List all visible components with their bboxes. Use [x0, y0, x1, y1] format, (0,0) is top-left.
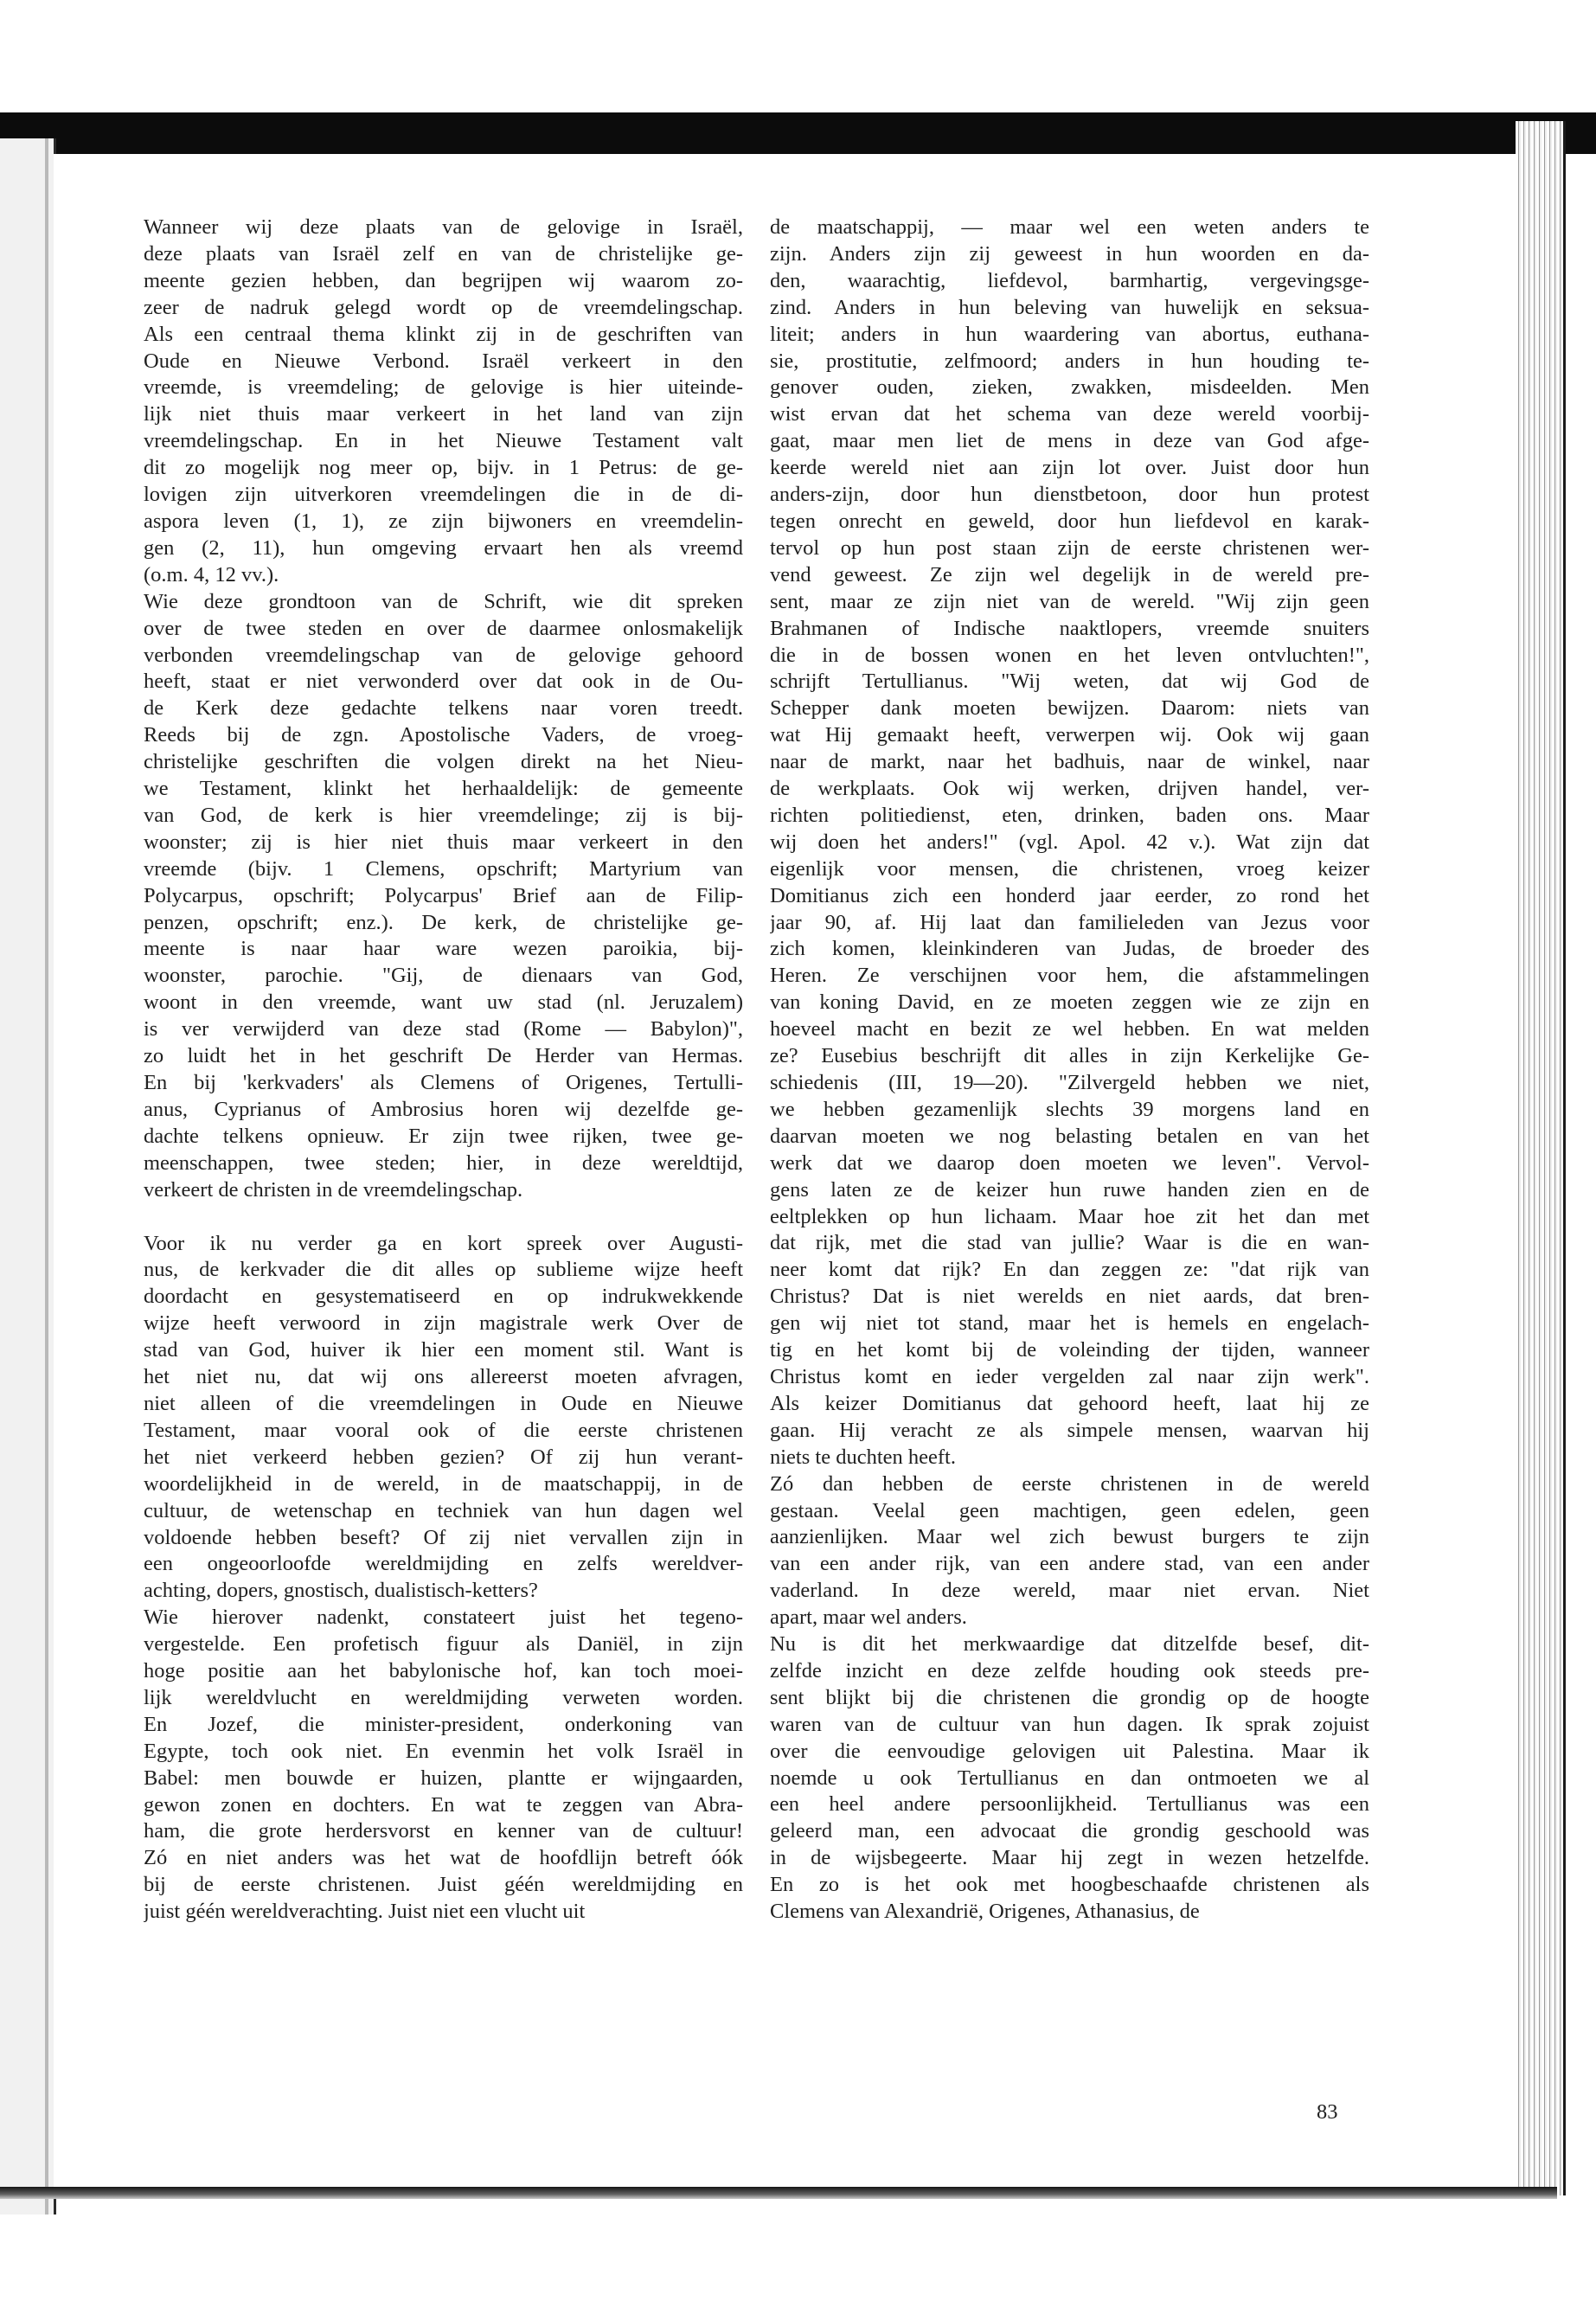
text-line: Clemens van Alexandrië, Origenes, Athanasius, de	[770, 1900, 1200, 1924]
text-line: de Kerk deze gedachte telkens naar voren treedt.	[144, 696, 743, 721]
text-line: sie, prostitutie, zelfmoord; anders in hun houding te-	[770, 349, 1369, 373]
paragraph	[770, 215, 1369, 1471]
text-line: het niet nu, dat wij ons allereerst moeten afvragen,	[144, 1365, 743, 1389]
text-line: niets te duchten heeft.	[770, 1445, 956, 1469]
text-line: woonster; zij is hier niet thuis maar verkeert in den	[144, 830, 743, 854]
text-line: de werkplaats. Ook wij werken, drijven handel, ver-	[770, 777, 1369, 801]
text-line: sent blijkt bij die christenen die grondig op de hoogte	[770, 1685, 1369, 1709]
paragraph	[144, 1605, 743, 1926]
text-line: van koning David, en ze moeten zeggen wie ze zijn en	[770, 990, 1369, 1015]
text-line: een ongeoorloofde wereldmijding en zelfs wereldver-	[144, 1552, 743, 1576]
text-line: ham, die grote herdersvorst en kenner van de cultuur!	[144, 1819, 743, 1843]
text-line: penzen, opschrift; enz.). De kerk, de christelijke ge-	[144, 910, 743, 934]
left-column	[144, 215, 743, 2118]
text-line: dachte telkens opnieuw. Er zijn twee rijken, twee ge-	[144, 1124, 743, 1148]
text-line: vergestelde. Een profetisch figuur als Daniël, in zijn	[144, 1632, 743, 1657]
text-line: Polycarpus, opschrift; Polycarpus' Brief aan de Filip-	[144, 883, 743, 907]
text-line: Zó dan hebben de eerste christenen in de wereld	[770, 1471, 1369, 1496]
text-line: stad van God, huiver ik hier een moment stil. Want is	[144, 1338, 743, 1362]
text-line: Testament, maar vooral ook of die eerste christenen	[144, 1418, 743, 1442]
scan-border-top	[0, 112, 1596, 154]
text-line: juist géén wereldverachting. Juist niet een vlucht uit	[144, 1900, 586, 1924]
text-line: meente gezien hebben, dan begrijpen wij waarom zo-	[144, 268, 743, 292]
text-line: christelijke geschriften die volgen direkt na het Nieu-	[144, 750, 743, 774]
text-line: wist ervan dat het schema van deze wereld voorbij-	[770, 402, 1369, 426]
text-line: Zó en niet anders was het wat de hoofdlijn betreft óók	[144, 1846, 743, 1870]
text-line: Christus? Dat is niet werelds en niet aards, dat bren-	[770, 1285, 1369, 1309]
text-line: woont in den vreemde, want uw stad (nl. Jeruzalem)	[144, 990, 743, 1015]
text-line: lijk wereldvlucht en wereldmijding verweten worden.	[144, 1685, 743, 1709]
text-line: Als keizer Domitianus dat gehoord heeft, laat hij ze	[770, 1391, 1369, 1415]
page-number: 83	[1317, 2100, 1338, 2124]
text-line: Reeds bij de zgn. Apostolische Vaders, de vroeg-	[144, 723, 743, 747]
text-line: bij de eerste christenen. Juist géén wereldmijding en	[144, 1873, 743, 1897]
text-line: woordelijkheid in de wereld, in de maatschappij, in de	[144, 1471, 743, 1496]
paragraph	[144, 589, 743, 1204]
text-line: werk dat we daarop doen moeten we leven". Vervol-	[770, 1150, 1369, 1175]
text-line: ze? Eusebius beschrijft dit alles in zijn Kerkelijke Ge-	[770, 1044, 1369, 1068]
text-line: aspora leven (1, 1), ze zijn bijwoners en vreemdelin-	[144, 509, 743, 533]
text-line: vaderland. In deze wereld, maar niet ervan. Niet	[770, 1579, 1369, 1603]
text-line: tegen onrecht en geweld, door hun liefdevol en karak-	[770, 509, 1369, 533]
text-line: Christus komt en ieder vergelden zal naar zijn werk".	[770, 1364, 1369, 1388]
text-line: Wanneer wij deze plaats van de gelovige in Israël,	[144, 215, 743, 239]
text-line: lovigen zijn uitverkoren vreemdelingen die in de di-	[144, 483, 743, 507]
text-line: genover ouden, zieken, zwakken, misdeelden. Men	[770, 375, 1369, 400]
text-line: geleerd man, een advocaat die grondig geschoold was	[770, 1819, 1369, 1843]
text-line: nus, de kerkvader die dit alles op sublieme wijze heeft	[144, 1258, 743, 1282]
text-line: verkeert de christen in de vreemdelingschap.	[144, 1177, 523, 1202]
text-line: anders-zijn, door hun dienstbetoon, door hun protest	[770, 483, 1369, 507]
text-line: noemde u ook Tertullianus en dan ontmoeten we al	[770, 1766, 1369, 1790]
text-line: wat Hij gemaakt heeft, verwerpen wij. Ook wij gaan	[770, 723, 1369, 747]
paragraph	[144, 1231, 743, 1606]
text-line: Voor ik nu verder ga en kort spreek over Augusti-	[144, 1231, 743, 1255]
text-line: over de twee steden en over de daarmee onlosmakelijk	[144, 616, 743, 640]
text-line: vreemde, is vreemdeling; de gelovige is hier uiteinde-	[144, 375, 743, 400]
text-line: Babel: men bouwde er huizen, plantte er wijngaarden,	[144, 1766, 743, 1790]
text-line: keerde wereld niet aan zijn lot over. Juist door hun	[770, 456, 1369, 480]
text-line: hoeveel macht en bezit ze wel hebben. En wat melden	[770, 1017, 1369, 1042]
text-line: gaan. Hij veracht ze als simpele mensen, waarvan hij	[770, 1418, 1369, 1442]
right-column	[770, 215, 1369, 2118]
text-line: we hebben gezamenlijk slechts 39 morgens land en	[770, 1097, 1369, 1121]
text-line: liteit; anders in hun waardering van abortus, euthana-	[770, 322, 1369, 346]
text-line: Domitianus zich een honderd jaar eerder, zo rond het	[770, 883, 1369, 907]
text-line: gaat, maar men liet de mens in deze van God afge-	[770, 429, 1369, 453]
text-line: van een ander rijk, van een andere stad, van een ander	[770, 1552, 1369, 1576]
text-line: voldoende hebben beseft? Of zij niet vervallen zijn in	[144, 1525, 743, 1549]
text-line: richten politiedienst, eten, drinken, baden ons. Maar	[770, 803, 1369, 827]
text-line: dit zo mogelijk nog meer op, bijv. in 1 Petrus: de ge-	[144, 456, 743, 480]
text-line: tervol op hun post staan zijn de eerste christenen wer-	[770, 535, 1369, 560]
text-line: zijn. Anders zijn zij geweest in hun woorden en da-	[770, 241, 1369, 266]
text-line: hoge positie aan het babylonische hof, kan toch moei-	[144, 1659, 743, 1683]
text-line: schrijft Tertullianus. "Wij weten, dat wij God de	[770, 670, 1369, 694]
text-line: meenschappen, twee steden; hier, in deze wereldtijd,	[144, 1150, 743, 1175]
scan-border-bottom	[0, 2187, 1557, 2199]
text-line: jaar 90, af. Hij laat dan familieleden van Jezus voor	[770, 910, 1369, 934]
text-line: naar de markt, naar het badhuis, naar de winkel, naar	[770, 750, 1369, 774]
text-line: zich komen, kleinkinderen van Judas, de broeder des	[770, 937, 1369, 961]
text-line: woonster, parochie. "Gij, de dienaars van God,	[144, 964, 743, 988]
text-line: die in de bossen wonen en het leven ontvluchten!",	[770, 643, 1369, 667]
text-line: gen wij niet tot stand, maar het is hemels en engelach-	[770, 1311, 1369, 1336]
text-line: Wie hierover nadenkt, constateert juist het tegeno-	[144, 1606, 743, 1630]
text-line: een heel andere persoonlijkheid. Tertullianus was een	[770, 1792, 1369, 1817]
text-line: Schepper dank moeten bewijzen. Daarom: niets van	[770, 696, 1369, 721]
text-line: meente is naar haar ware wezen paroikia, bij-	[144, 937, 743, 961]
text-line: En zo is het ook met hoogbeschaafde christenen als	[770, 1873, 1369, 1897]
text-line: de maatschappij, — maar wel een weten anders te	[770, 215, 1369, 239]
text-line: En Jozef, die minister-president, onderkoning van	[144, 1712, 743, 1736]
text-line: aanzienlijken. Maar wel zich bewust burgers te zijn	[770, 1525, 1369, 1549]
text-line: wij doen het anders!" (vgl. Apol. 42 v.). Wat zijn dat	[770, 830, 1369, 854]
text-line: zind. Anders in hun beleving van huwelijk en seksua-	[770, 295, 1369, 319]
text-line: achting, dopers, gnostisch, dualistisch-ketters?	[144, 1579, 538, 1603]
text-line: schiedenis (III, 19—20). "Zilvergeld hebben we niet,	[770, 1071, 1369, 1094]
paragraph	[144, 215, 743, 589]
text-line: cultuur, de wetenschap en techniek van hun dagen wel	[144, 1498, 743, 1522]
text-line: verbonden vreemdelingschap van de gelovige gehoord	[144, 643, 743, 667]
text-line: zelfde inzicht en deze zelfde houding ook steeds pre-	[770, 1658, 1369, 1682]
paragraph	[770, 1631, 1369, 1926]
text-line: vreemde (bijv. 1 Clemens, opschrift; Martyrium van	[144, 856, 743, 881]
book-gutter	[0, 138, 56, 2214]
text-line: waren van de cultuur van hun dagen. Ik sprak zojuist	[770, 1712, 1369, 1736]
text-line: anus, Cyprianus of Ambrosius horen wij dezelfde ge-	[144, 1097, 743, 1121]
text-line: dat rijk, met die stad van jullie? Waar is die en wan-	[770, 1231, 1369, 1255]
text-line: deze plaats van Israël zelf en van de christelijke ge-	[144, 241, 743, 266]
text-line: eeltplekken op hun lichaam. Maar hoe zit het dan met	[770, 1204, 1369, 1228]
paragraph	[770, 1471, 1369, 1631]
book-page	[54, 154, 1516, 2187]
text-line: vend geweest. Ze zijn wel degelijk in de wereld pre-	[770, 562, 1369, 586]
text-line: neer komt dat rijk? En dan zeggen ze: "dat rijk van	[770, 1258, 1369, 1282]
text-line: Heren. Ze verschijnen voor hem, die afstammelingen	[770, 964, 1369, 988]
text-line: den, waarachtig, liefdevol, barmhartig, vergevingsge-	[770, 268, 1369, 292]
text-line: het niet verkeerd hebben gezien? Of zij hun verant-	[144, 1445, 743, 1469]
text-line: eigenlijk voor mensen, die christenen, vroeg keizer	[770, 856, 1369, 881]
text-line: over die eenvoudige gelovigen uit Palestina. Maar ik	[770, 1739, 1369, 1763]
text-line: gestaan. Veelal geen machtigen, geen edelen, geen	[770, 1498, 1369, 1522]
text-line: zo luidt het in het geschrift De Herder van Hermas.	[144, 1044, 743, 1068]
text-line: gen (2, 11), hun omgeving ervaart hen als vreemd	[144, 535, 743, 560]
text-line: gewon zonen en dochters. En wat te zeggen van Abra-	[144, 1792, 743, 1817]
text-line: Egypte, toch ook niet. En evenmin het volk Israël in	[144, 1739, 743, 1763]
page-edges	[1516, 121, 1566, 2195]
text-line: Oude en Nieuwe Verbond. Israël verkeert in den	[144, 349, 743, 373]
text-line: Wie deze grondtoon van de Schrift, wie dit spreken	[144, 589, 743, 613]
text-line: heeft, staat er niet verwonderd over dat ook in de Ou-	[144, 670, 743, 694]
text-line: van God, de kerk is hier vreemdelinge; zij is bij-	[144, 803, 743, 827]
text-line: gens laten ze de keizer hun ruwe handen zien en de	[770, 1177, 1369, 1202]
text-line: lijk niet thuis maar verkeert in het land van zijn	[144, 402, 743, 426]
text-line: Brahmanen of Indische naaktlopers, vreemde snuiters	[770, 616, 1369, 640]
text-line: niet alleen of die vreemdelingen in Oude en Nieuwe	[144, 1391, 743, 1415]
text-line: Nu is dit het merkwaardige dat ditzelfde besef, dit-	[770, 1632, 1369, 1657]
text-line: daarvan moeten we nog belasting betalen en van het	[770, 1124, 1369, 1148]
text-line: in de wijsbegeerte. Maar hij zegt in wezen hetzelfde.	[770, 1846, 1369, 1870]
text-line: is ver verwijderd van deze stad (Rome — Babylon)",	[144, 1017, 743, 1042]
text-line: zeer de nadruk gelegd wordt op de vreemdelingschap.	[144, 295, 743, 319]
text-line: wijze heeft verwoord in zijn magistrale werk Over de	[144, 1311, 743, 1336]
text-line: tig en het komt bij de voleinding der tijden, wanneer	[770, 1338, 1369, 1362]
text-line: vreemdelingschap. En in het Nieuwe Testament valt	[144, 429, 743, 453]
text-line: Als een centraal thema klinkt zij in de geschriften van	[144, 322, 743, 346]
text-line: apart, maar wel anders.	[770, 1606, 967, 1630]
text-line: (o.m. 4, 12 vv.).	[144, 562, 279, 586]
text-line: we Testament, klinkt het herhaaldelijk: de gemeente	[144, 777, 743, 801]
text-line: doordacht en gesystematiseerd en op indrukwekkende	[144, 1285, 743, 1309]
text-line: sent, maar ze zijn niet van de wereld. "Wij zijn geen	[770, 589, 1369, 613]
text-line: En bij 'kerkvaders' als Clemens of Origenes, Tertulli-	[144, 1071, 743, 1094]
